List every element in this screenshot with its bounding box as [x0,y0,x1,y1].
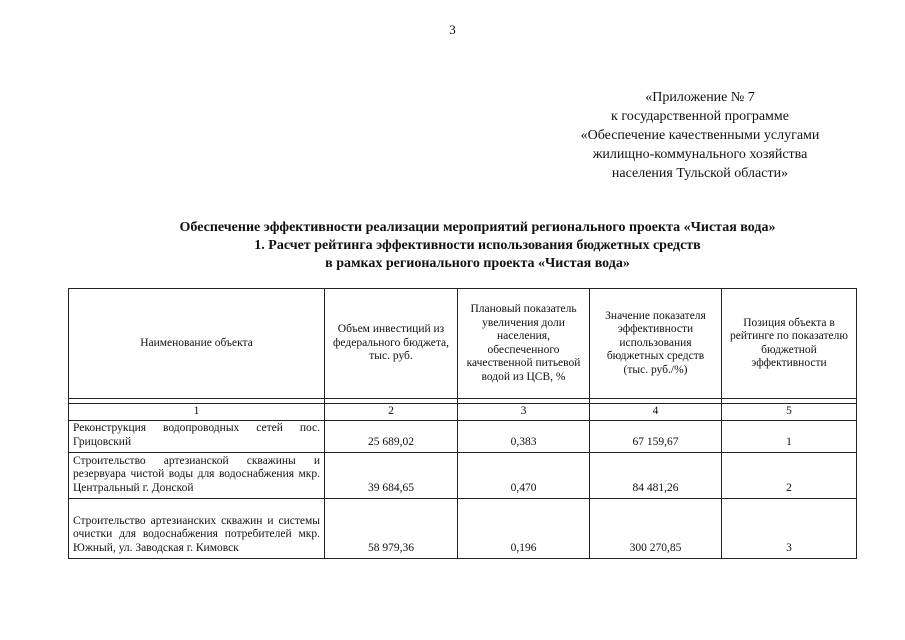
table-row [69,499,857,559]
investment-cell: 39 684,65 [325,453,458,499]
header-object-name: Наименование объекта [69,289,325,399]
column-number: 1 [69,404,325,421]
column-number: 5 [722,404,857,421]
title-line-2: 1. Расчет рейтинга эффективности использования бюджетных средств [254,238,701,253]
indicator-cell: 0,196 [458,499,590,559]
header-investment: Объем инвестиций из федерального бюджета, тыс. руб. [325,289,458,399]
appendix-line-2: к государственной программе [611,109,789,124]
appendix-line-3: «Обеспечение качественными услугами [580,128,820,143]
position-cell: 2 [722,453,857,499]
page-number: 3 [449,22,456,37]
indicator-cell: 0,470 [458,453,590,499]
rating-table [68,288,857,559]
column-number: 3 [458,404,590,421]
table-row [69,453,857,499]
column-number: 4 [590,404,722,421]
document-title [0,219,905,273]
title-line-1: Обеспечение эффективности реализации мероприятий регионального проекта «Чистая вода» [179,220,776,235]
investment-cell: 25 689,02 [325,421,458,453]
efficiency-cell: 67 159,67 [590,421,722,453]
efficiency-cell: 300 270,85 [590,499,722,559]
column-number: 2 [325,404,458,421]
object-name-cell: Реконструкция водопроводных сетей пос. Грицовский [69,421,325,453]
appendix-line-1: «Приложение № 7 [645,90,755,105]
object-name-cell: Строительство артезианских скважин и системы очистки для водоснабжения потребителей мкр. Южный, ул. Заводская г. Кимовск [69,499,325,559]
table-row [69,421,857,453]
header-position: Позиция объекта в рейтинге по показателю бюджетной эффективности [722,289,857,399]
efficiency-cell: 84 481,26 [590,453,722,499]
position-cell: 1 [722,421,857,453]
appendix-header [520,88,880,183]
table-header-row [69,289,857,399]
appendix-line-4: жилищно-коммунального хозяйства [592,147,808,162]
object-name-cell: Строительство артезианской скважины и резервуара чистой воды для водоснабжения мкр. Центральный г. Донской [69,453,325,499]
header-efficiency: Значение показателя эффективности использования бюджетных средств (тыс. руб./%) [590,289,722,399]
title-line-3: в рамках регионального проекта «Чистая вода» [325,256,630,271]
position-cell: 3 [722,499,857,559]
column-number-row [69,404,857,421]
investment-cell: 58 979,36 [325,499,458,559]
indicator-cell: 0,383 [458,421,590,453]
appendix-line-5: населения Тульской области» [611,166,789,181]
header-indicator: Плановый показатель увеличения доли населения, обеспеченного качественной питьевой водой из ЦСВ, % [458,289,590,399]
